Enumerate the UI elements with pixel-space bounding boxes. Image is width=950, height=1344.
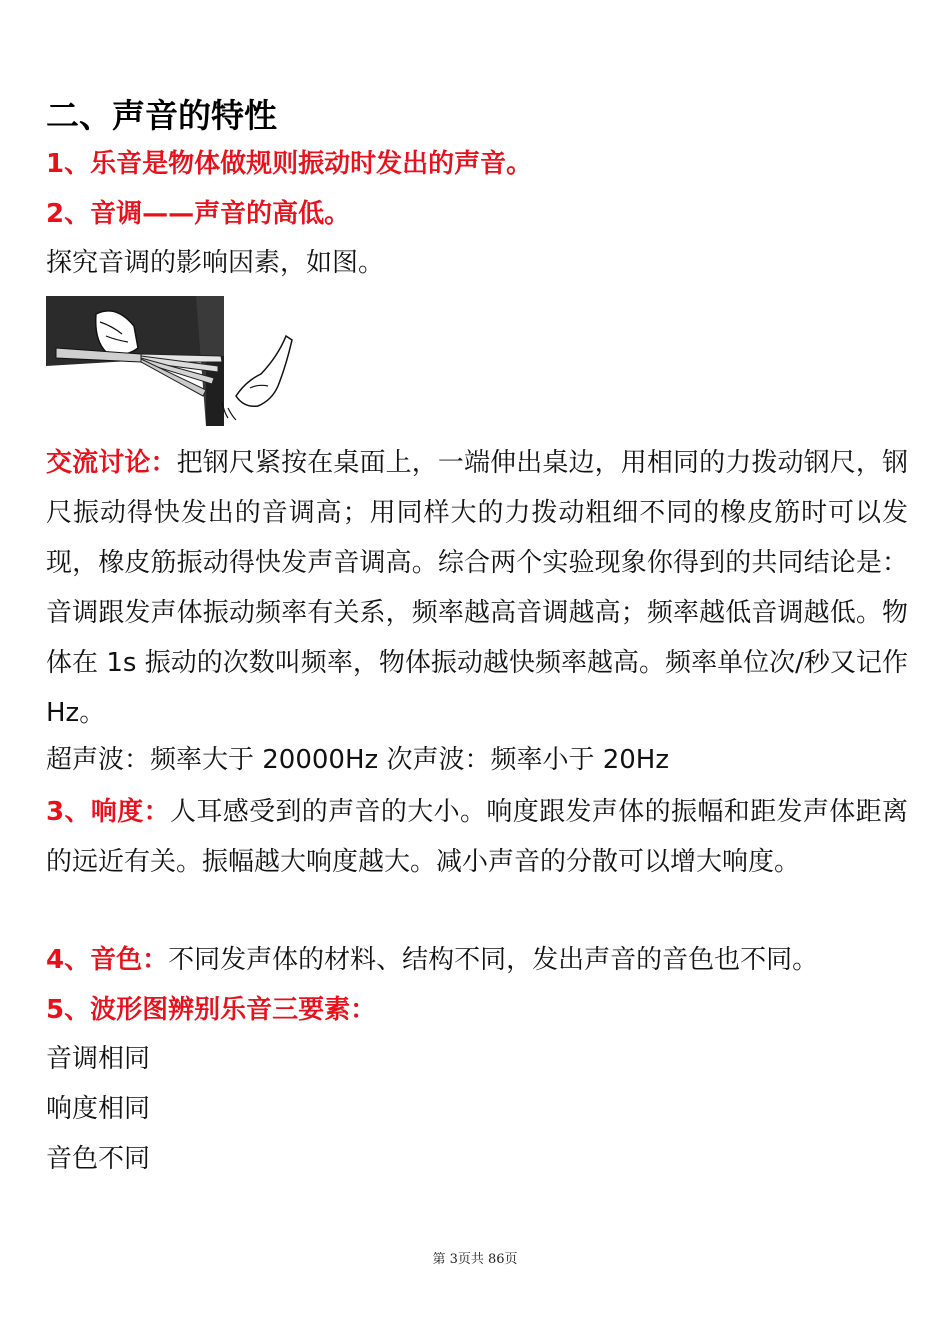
loudness-text: 人耳感受到的声音的大小。响度跟发声体的振幅和距发声体距离的远近有关。振幅越大响度越大。减小声音的分散可以增大响度。 [46, 797, 908, 877]
point-1-musical-sound: 1、乐音是物体做规则振动时发出的声音。 [46, 149, 533, 179]
page-footer: 第 3页共 86页 [432, 1252, 518, 1267]
timbre-line [46, 944, 818, 976]
timbre-label: 4、音色： [46, 945, 169, 975]
discussion-text: 把钢尺紧按在桌面上，一端伸出桌边，用相同的力拨动钢尺，钢尺振动得快发出的音调高；用同样大的力拨动粗细不同的橡皮筋时可以发现，橡皮筋振动得快发声音调高。综合两个实验现象你得到的共同结论是：音调跟发声体振动频率有关系，频率越高音调越高；频率越低音调越低。物体在 1s 振动的次数叫频率，物体振动越快频率越高。频率单位次/秒又记作 Hz。 [46, 448, 908, 728]
discussion-label: 交流讨论： [46, 448, 177, 478]
ultrasound-infrasound-line: 超声波：频率大于 20000Hz 次声波：频率小于 20Hz [46, 745, 669, 775]
ruler-experiment-illustration [46, 296, 296, 426]
list-item: 音调相同 [46, 1044, 151, 1074]
discussion-paragraph [46, 438, 908, 738]
loudness-label: 3、响度： [46, 797, 170, 827]
explore-sentence: 探究音调的影响因素，如图。 [46, 248, 385, 278]
list-item: 音色不同 [46, 1144, 151, 1174]
point-5-waveform: 5、波形图辨别乐音三要素： [46, 995, 377, 1025]
list-item: 响度相同 [46, 1094, 151, 1124]
loudness-paragraph [46, 787, 908, 887]
section-heading: 二、声音的特性 [46, 96, 277, 135]
timbre-text: 不同发声体的材料、结构不同，发出声音的音色也不同。 [168, 945, 819, 975]
point-2-pitch: 2、音调——声音的高低。 [46, 199, 351, 229]
